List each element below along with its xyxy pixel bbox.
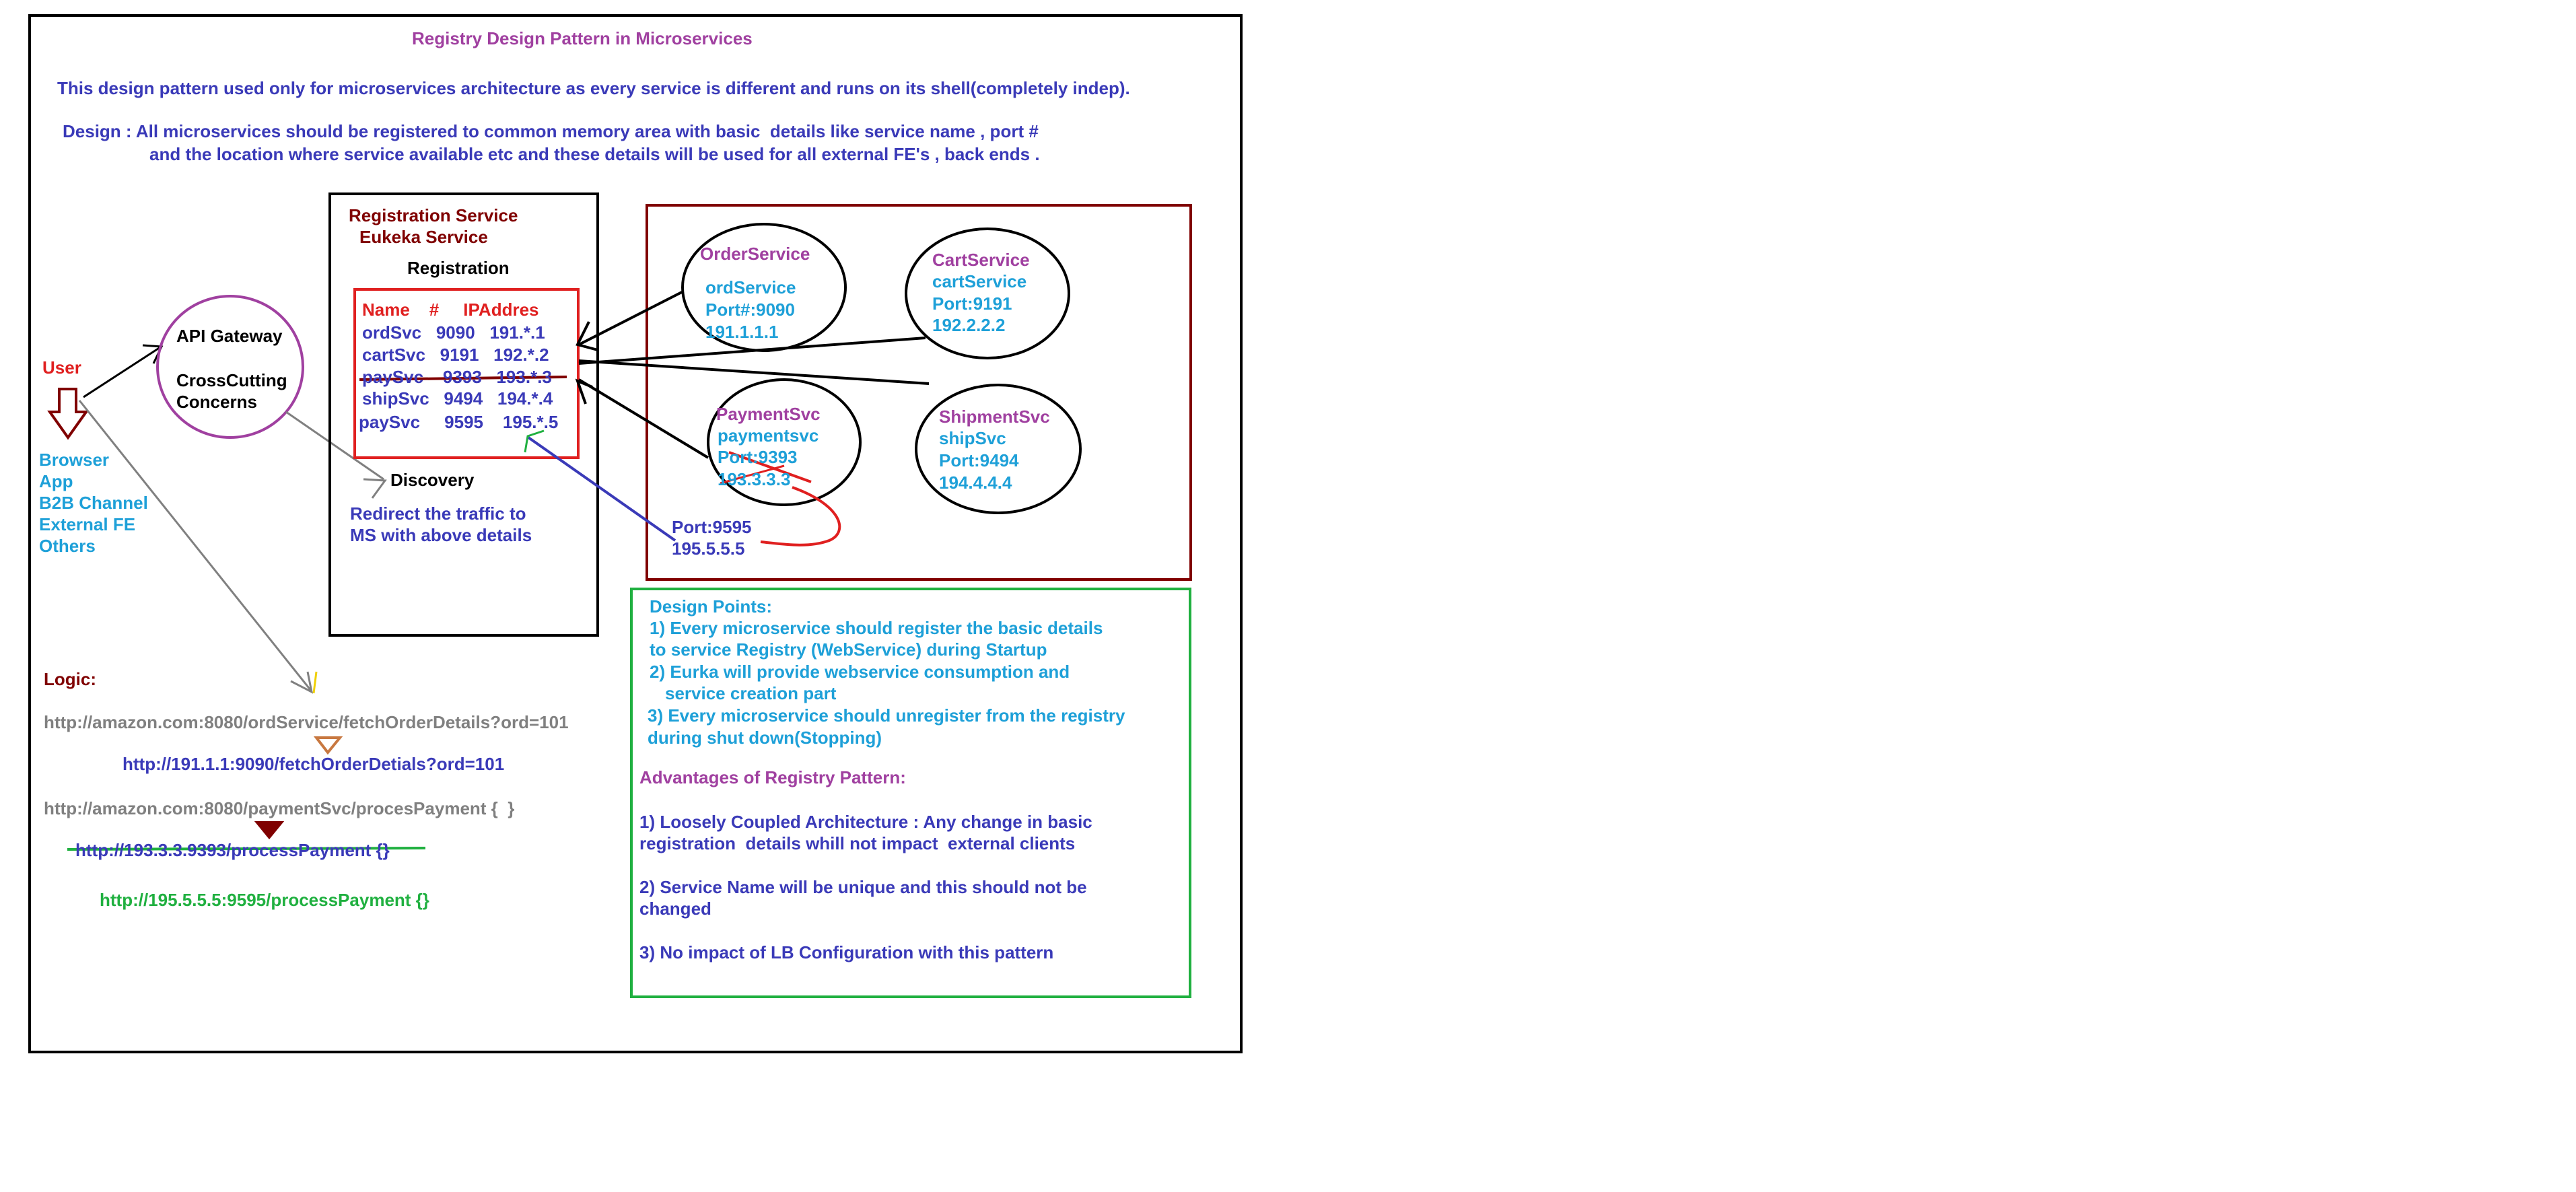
- client-app: App: [39, 471, 73, 491]
- registry-row-cartsvc: cartSvc 9191 192.*.2: [362, 345, 549, 365]
- shipment-service-circle: [916, 385, 1080, 513]
- cart-service-ip: 192.2.2.2: [932, 315, 1006, 335]
- order-service-port: Port#:9090: [705, 300, 795, 320]
- registry-row-ordsvc: ordSvc 9090 191.*.1: [362, 322, 545, 343]
- design-line-2: and the location where service available etc and these details will be used for all external FE's , back ends .: [149, 144, 1040, 164]
- logic-url-2-old: http://193.3.3.9393/processPayment {}: [75, 840, 390, 860]
- user-to-gateway-line: [83, 347, 160, 397]
- registry-row-shipsvc: shipSvc 9494 194.*.4: [362, 388, 553, 409]
- design-points-title: Design Points:: [650, 596, 773, 617]
- logic-label: Logic:: [44, 669, 96, 689]
- design-point-3b: during shut down(Stopping): [648, 728, 882, 748]
- advantage-2b: changed: [639, 899, 711, 919]
- registry-table-header: Name # IPAddres: [362, 300, 539, 320]
- client-browser: Browser: [39, 450, 110, 470]
- order-service-ip: 191.1.1.1: [705, 322, 779, 342]
- shipment-service-ip: 194.4.4.4: [939, 472, 1012, 493]
- api-gateway-circle: [158, 296, 303, 437]
- payment-change-curve: [761, 487, 839, 545]
- shipment-register-line: [579, 361, 929, 384]
- eureka-service-title: Eukeka Service: [359, 227, 488, 247]
- logic-url-1: http://amazon.com:8080/ordService/fetchOrderDetails?ord=101: [44, 712, 569, 732]
- shipment-service-name: ShipmentSvc: [939, 407, 1050, 427]
- registry-row-paysvc-new: paySvc 9595 195.*.5: [359, 412, 559, 432]
- crosscutting-label: CrossCutting: [176, 370, 287, 390]
- advantages-title: Advantages of Registry Pattern:: [639, 767, 906, 787]
- design-point-1a: 1) Every microservice should register the basic details: [650, 618, 1103, 638]
- logic-url-2: http://amazon.com:8080/paymentSvc/procesPayment { }: [44, 798, 515, 818]
- newpay-ip: 195.5.5.5: [672, 538, 745, 559]
- logic-down-arrow-2-icon: [257, 822, 281, 837]
- cart-service-svc: cartService: [932, 271, 1027, 291]
- order-register-line: [579, 292, 682, 345]
- payment-service-ip: 193.3.3.3: [718, 469, 791, 489]
- payment-service-svc: paymentsvc: [718, 425, 819, 446]
- advantage-1b: registration details whill not impact external clients: [639, 833, 1076, 853]
- newpay-register-line: [528, 437, 675, 540]
- intro-text: This design pattern used only for microservices architecture as every service is different and runs on its shell(completely indep).: [57, 78, 1130, 98]
- newpay-port: Port:9595: [672, 517, 752, 537]
- client-others: Others: [39, 536, 96, 556]
- payment-service-port: Port:9393: [718, 447, 798, 467]
- shipment-service-svc: shipSvc: [939, 428, 1006, 448]
- shipment-service-port: Port:9494: [939, 450, 1019, 470]
- logic-down-arrow-1-icon: [316, 738, 340, 752]
- client-external-fe: External FE: [39, 514, 136, 534]
- gateway-label: API Gateway: [176, 326, 283, 346]
- user-down-arrow-icon: [50, 389, 86, 437]
- design-point-1b: to service Registry (WebService) during Startup: [650, 639, 1047, 660]
- registry-row-paysvc-old: paySvc 9393 193.*.3: [362, 367, 552, 387]
- design-point-2b: service creation part: [665, 683, 837, 703]
- discovery-arrowhead: [363, 479, 385, 498]
- discovery-label: Discovery: [390, 470, 475, 490]
- page-title: Registry Design Pattern in Microservices: [412, 28, 753, 48]
- redirect-line-2: MS with above details: [350, 525, 532, 545]
- logic-url-2-new: http://195.5.5.5:9595/processPayment {}: [100, 890, 429, 910]
- registration-subtitle: Registration: [407, 258, 510, 278]
- logic-url-1-resolved: http://191.1.1:9090/fetchOrderDetials?ord=101: [123, 754, 505, 774]
- cart-service-port: Port:9191: [932, 293, 1012, 314]
- payment-service-name: PaymentSvc: [716, 404, 821, 424]
- advantage-1a: 1) Loosely Coupled Architecture : Any change in basic: [639, 812, 1092, 832]
- yellow-tick: [314, 672, 316, 693]
- redirect-line-1: Redirect the traffic to: [350, 503, 526, 524]
- order-service-svc: ordService: [705, 277, 796, 297]
- user-label: User: [42, 357, 81, 378]
- design-line-1: Design : All microservices should be registered to common memory area with basic details like service name , port #: [63, 121, 1039, 141]
- client-b2b: B2B Channel: [39, 493, 148, 513]
- advantage-3: 3) No impact of LB Configuration with this pattern: [639, 942, 1054, 962]
- advantage-2a: 2) Service Name will be unique and this should not be: [639, 877, 1087, 897]
- design-point-2a: 2) Eurka will provide webservice consumption and: [650, 662, 1070, 682]
- register-arrowhead-2: [578, 381, 592, 404]
- user-to-logic-line: [79, 400, 311, 691]
- cart-service-name: CartService: [932, 250, 1030, 270]
- order-service-name: OrderService: [700, 244, 810, 264]
- design-point-3a: 3) Every microservice should unregister from the registry: [648, 705, 1125, 726]
- registration-service-title: Registration Service: [349, 205, 518, 225]
- concerns-label: Concerns: [176, 392, 257, 412]
